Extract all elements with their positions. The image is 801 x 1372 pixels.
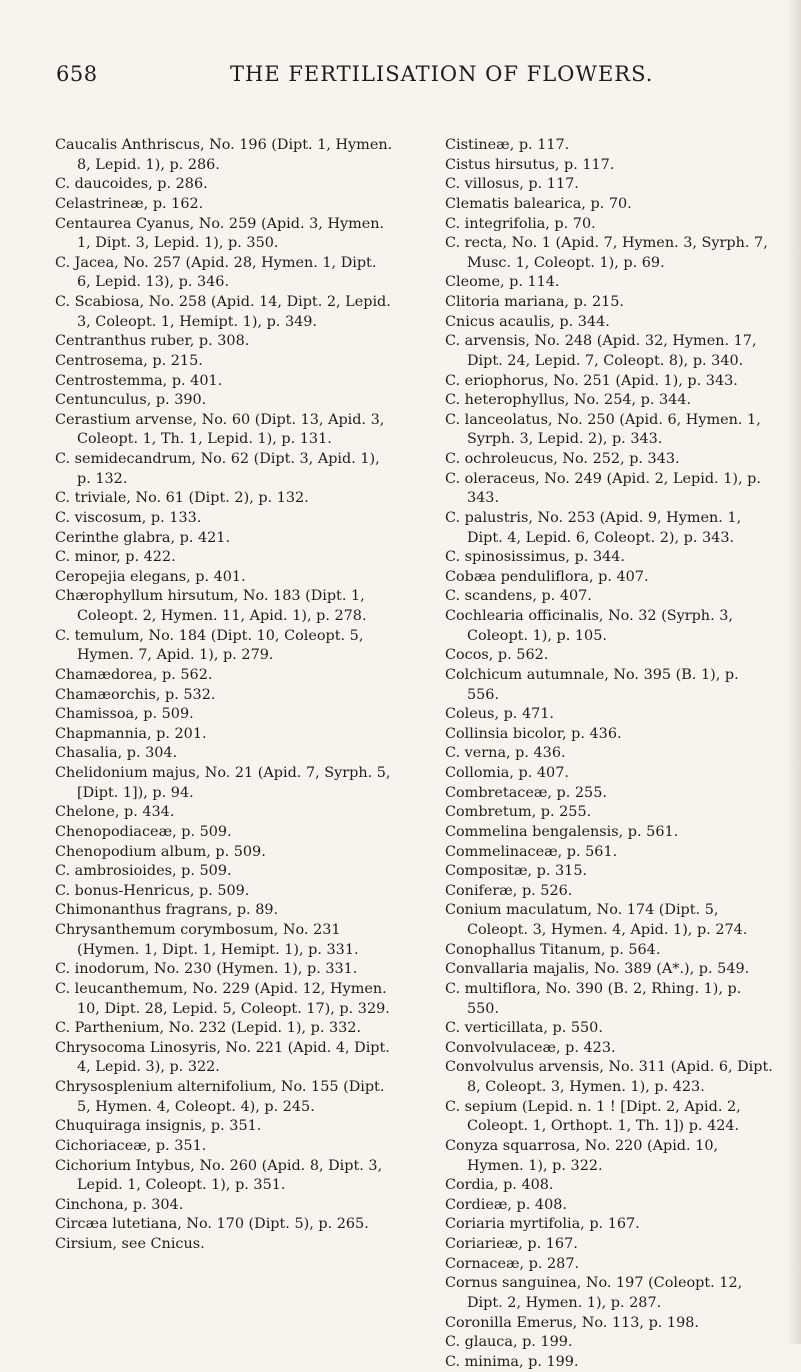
index-entry: C. oleraceus, No. 249 (Apid. 2, Lepid. 1), p. 343. xyxy=(445,470,761,507)
index-entry: Conophallus Titanum, p. 564. xyxy=(445,941,661,958)
index-entry: Chamissoa, p. 509. xyxy=(55,706,194,723)
index-entry: C. Scabiosa, No. 258 (Apid. 14, Dipt. 2, Lepid. 3, Coleopt. 1, Hemipt. 1), p. 349. xyxy=(55,294,391,330)
index-entry: C. scandens, p. 407. xyxy=(445,588,592,605)
index-entry: Collomia, p. 407. xyxy=(445,765,569,781)
index-entry: Chapmannia, p. 201. xyxy=(55,725,207,742)
index-entry: Centaurea Cyanus, No. 259 (Apid. 3, Hymen. 1, Dipt. 3, Lepid. 1), p. 350. xyxy=(55,215,385,252)
index-entry: C. multiflora, No. 390 (B. 2, Rhing. 1), p. 550. xyxy=(445,980,742,1017)
index-entry: Colchicum autumnale, No. 395 (B. 1), p. 556. xyxy=(445,666,739,703)
index-entry: Chrysocoma Linosyris, No. 221 (Apid. 4, Dipt. 4, Lepid. 3), p. 322. xyxy=(55,1039,390,1076)
index-entry: Cerinthe glabra, p. 421. xyxy=(55,529,231,546)
index-entry: Centunculus, p. 390. xyxy=(55,392,207,409)
index-entry: Ceropejia elegans, p. 401. xyxy=(55,568,246,585)
index-entry: Cornus sanguinea, No. 197 (Coleopt. 12, Dipt. 2, Hymen. 1), p. 287. xyxy=(445,1275,743,1311)
index-entry: C. viscosum, p. 133. xyxy=(55,509,202,526)
index-entry: C. verticillata, p. 550. xyxy=(445,1020,603,1037)
page-edge-shadow xyxy=(787,0,801,1344)
index-entry: Compositæ, p. 315. xyxy=(445,863,588,880)
index-entry: Cirsium, see Cnicus. xyxy=(55,1236,205,1252)
index-entry: Chimonanthus fragrans, p. 89. xyxy=(55,902,279,919)
index-entry: Cerastium arvense, No. 60 (Dipt. 13, Apid. 3, Coleopt. 1, Th. 1, Lepid. 1), p. 131. xyxy=(55,411,385,448)
index-entry: Chenopodiaceæ, p. 509. xyxy=(55,823,232,840)
page-number: 658 xyxy=(56,62,98,86)
page-header xyxy=(0,62,801,102)
index-entry: C. ochroleucus, No. 252, p. 343. xyxy=(445,451,680,467)
index-columns xyxy=(55,136,775,1370)
index-entry: Chrysanthemum corymbosum, No. 231 (Hymen. 1, Dipt. 1, Hemipt. 1), p. 331. xyxy=(55,922,359,958)
index-entry: Chelidonium majus, No. 21 (Apid. 7, Syrph. 5, [Dipt. 1]), p. 94. xyxy=(55,765,391,801)
index-entry: Cistus hirsutus, p. 117. xyxy=(445,156,615,173)
index-entry: C. temulum, No. 184 (Dipt. 10, Coleopt. 5, Hymen. 7, Apid. 1), p. 279. xyxy=(55,627,364,664)
index-column-right xyxy=(445,136,775,1370)
index-entry: C. glauca, p. 199. xyxy=(445,1334,573,1351)
index-entry: Centranthus ruber, p. 308. xyxy=(55,333,250,350)
index-entry: C. Parthenium, No. 232 (Lepid. 1), p. 332. xyxy=(55,1020,362,1037)
index-entry: Commelinaceæ, p. 561. xyxy=(445,843,618,860)
index-entry: Collinsia bicolor, p. 436. xyxy=(445,725,622,742)
index-entry: Chuquiraga insignis, p. 351. xyxy=(55,1118,262,1135)
index-entry: Cichoriaceæ, p. 351. xyxy=(55,1137,207,1154)
index-entry: Convolvulaceæ, p. 423. xyxy=(445,1039,616,1056)
index-entry: C. palustris, No. 253 (Apid. 9, Hymen. 1, Dipt. 4, Lepid. 6, Coleopt. 2), p. 343. xyxy=(445,509,742,546)
index-entry: C. integrifolia, p. 70. xyxy=(445,215,596,232)
index-entry: Chasalia, p. 304. xyxy=(55,745,178,762)
index-entry: Cistineæ, p. 117. xyxy=(445,137,570,153)
index-entry: C. recta, No. 1 (Apid. 7, Hymen. 3, Syrph. 7, Musc. 1, Coleopt. 1), p. 69. xyxy=(445,235,768,271)
index-entry: Conyza squarrosa, No. 220 (Apid. 10, Hymen. 1), p. 322. xyxy=(445,1137,719,1174)
index-entry: Coniferæ, p. 526. xyxy=(445,882,573,899)
index-entry: Cobæa penduliflora, p. 407. xyxy=(445,568,649,585)
index-entry: C. bonus-Henricus, p. 509. xyxy=(55,882,250,899)
index-entry: Coriaria myrtifolia, p. 167. xyxy=(445,1216,640,1233)
running-title: THE FERTILISATION OF FLOWERS. xyxy=(230,62,654,86)
index-entry: Cocos, p. 562. xyxy=(445,647,549,664)
index-entry: C. leucanthemum, No. 229 (Apid. 12, Hymen. 10, Dipt. 28, Lepid. 5, Coleopt. 17), p. 329. xyxy=(55,980,390,1017)
index-entry: C. ambrosioides, p. 509. xyxy=(55,863,232,880)
index-entry: C. inodorum, No. 230 (Hymen. 1), p. 331. xyxy=(55,961,358,978)
index-entry: C. eriophorus, No. 251 (Apid. 1), p. 343. xyxy=(445,372,738,389)
index-entry: Coriarieæ, p. 167. xyxy=(445,1236,578,1252)
index-entry: Cochlearia officinalis, No. 32 (Syrph. 3, Coleopt. 1), p. 105. xyxy=(445,608,733,644)
index-entry: Coleus, p. 471. xyxy=(445,706,554,723)
index-entry: C. heterophyllus, No. 254, p. 344. xyxy=(445,392,692,409)
index-entry: C. triviale, No. 61 (Dipt. 2), p. 132. xyxy=(55,490,309,507)
index-entry: C. minima, p. 199. xyxy=(445,1353,579,1370)
index-entry: Cnicus acaulis, p. 344. xyxy=(445,313,610,330)
index-entry: C. daucoides, p. 286. xyxy=(55,176,208,193)
index-entry: C. villosus, p. 117. xyxy=(445,176,579,193)
index-entry: Convallaria majalis, No. 389 (A*.), p. 549. xyxy=(445,961,750,978)
index-entry: Chenopodium album, p. 509. xyxy=(55,843,266,860)
index-entry: Caucalis Anthriscus, No. 196 (Dipt. 1, Hymen. 8, Lepid. 1), p. 286. xyxy=(55,137,393,173)
index-entry: C. Jacea, No. 257 (Apid. 28, Hymen. 1, Dipt. 6, Lepid. 13), p. 346. xyxy=(55,254,377,291)
index-entry: C. spinosissimus, p. 344. xyxy=(445,549,625,566)
index-entry: Centrostemma, p. 401. xyxy=(55,372,223,389)
index-entry: Clematis balearica, p. 70. xyxy=(445,195,632,212)
index-entry: Cornaceæ, p. 287. xyxy=(445,1255,580,1272)
index-entry: Cordieæ, p. 408. xyxy=(445,1196,567,1213)
index-entry: Chrysosplenium alternifolium, No. 155 (Dipt. 5, Hymen. 4, Coleopt. 4), p. 245. xyxy=(55,1079,385,1115)
index-entry: C. minor, p. 422. xyxy=(55,549,176,566)
index-entry: Combretum, p. 255. xyxy=(445,804,592,821)
index-entry: Convolvulus arvensis, No. 311 (Apid. 6, Dipt. 8, Coleopt. 3, Hymen. 1), p. 423. xyxy=(445,1059,773,1095)
index-entry: Commelina bengalensis, p. 561. xyxy=(445,823,679,840)
index-column-left xyxy=(55,136,393,1326)
index-entry: Chelone, p. 434. xyxy=(55,804,175,821)
index-entry: Circæa lutetiana, No. 170 (Dipt. 5), p. 265. xyxy=(55,1216,369,1233)
index-entry: Cordia, p. 408. xyxy=(445,1177,554,1194)
index-entry: Chamædorea, p. 562. xyxy=(55,666,213,683)
index-entry: Clitoria mariana, p. 215. xyxy=(445,294,624,310)
index-entry: Cinchona, p. 304. xyxy=(55,1196,184,1213)
index-entry: Coronilla Emerus, No. 113, p. 198. xyxy=(445,1314,699,1331)
index-entry: Chamæorchis, p. 532. xyxy=(55,686,216,703)
index-entry: C. verna, p. 436. xyxy=(445,745,566,762)
index-entry: Conium maculatum, No. 174 (Dipt. 5, Coleopt. 3, Hymen. 4, Apid. 1), p. 274. xyxy=(445,902,748,938)
index-entry: Combretaceæ, p. 255. xyxy=(445,784,607,801)
index-entry: Chærophyllum hirsutum, No. 183 (Dipt. 1, Coleopt. 2, Hymen. 11, Apid. 1), p. 278. xyxy=(55,588,367,624)
index-entry: Cleome, p. 114. xyxy=(445,274,560,291)
index-entry: Cichorium Intybus, No. 260 (Apid. 8, Dipt. 3, Lepid. 1, Coleopt. 1), p. 351. xyxy=(55,1157,383,1194)
index-entry: C. arvensis, No. 248 (Apid. 32, Hymen. 17, Dipt. 24, Lepid. 7, Coleopt. 8), p. 340. xyxy=(445,333,757,369)
index-entry: C. lanceolatus, No. 250 (Apid. 6, Hymen. 1, Syrph. 3, Lepid. 2), p. 343. xyxy=(445,411,761,448)
index-entry: Celastrineæ, p. 162. xyxy=(55,195,204,212)
index-entry: C. sepium (Lepid. n. 1 ! [Dipt. 2, Apid. 2, Coleopt. 1, Orthopt. 1, Th. 1]) p. 424. xyxy=(445,1098,741,1135)
index-entry: Centrosema, p. 215. xyxy=(55,352,203,369)
index-entry: C. semidecandrum, No. 62 (Dipt. 3, Apid. 1), p. 132. xyxy=(55,451,380,487)
